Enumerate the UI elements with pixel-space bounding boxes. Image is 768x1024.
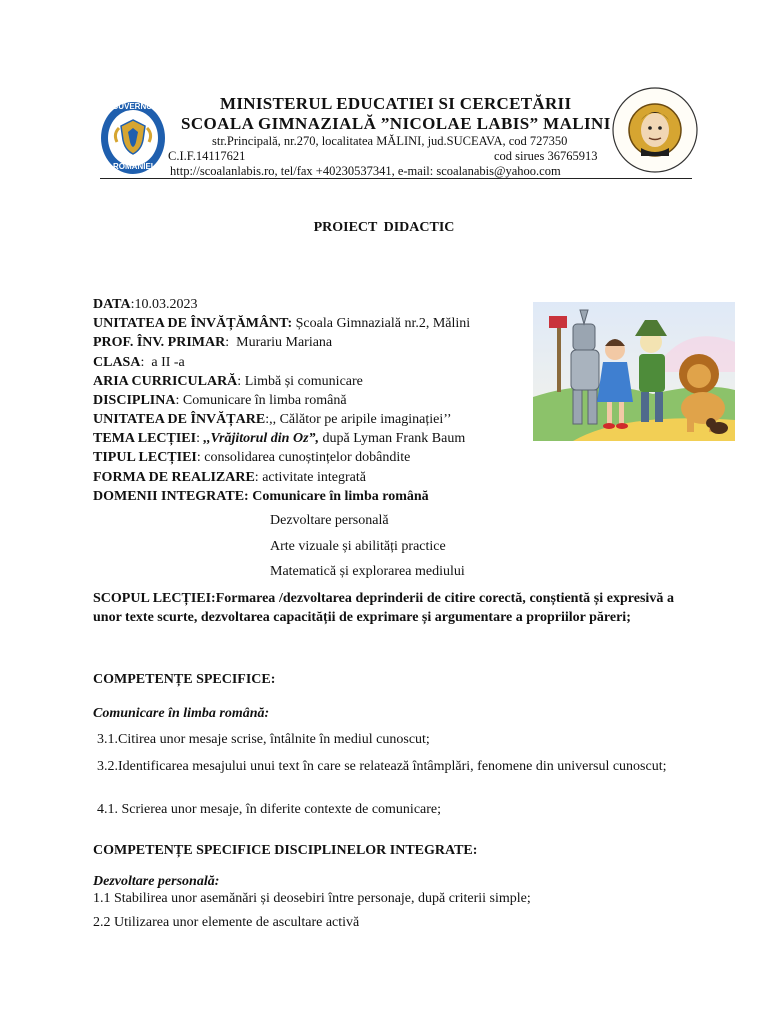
field-clasa: CLASA: a II -a <box>93 355 185 370</box>
domeniu-item: Dezvoltare personală <box>270 513 389 528</box>
competente-subheading: Comunicare în limba română: <box>93 706 270 721</box>
field-disciplina: DISCIPLINA: Comunicare în limba română <box>93 393 347 408</box>
field-unitatea-invatare: UNITATEA DE ÎNVĂȚARE:,, Călător pe aripile imaginației’’ <box>93 412 452 427</box>
field-unitatea-invatamant: UNITATEA DE ÎNVĂȚĂMÂNT: Școala Gimnazială nr.2, Mălini <box>93 316 471 331</box>
field-data: DATA:10.03.2023 <box>93 297 198 312</box>
field-profesor: PROF. ÎNV. PRIMAR: Murariu Mariana <box>93 335 333 350</box>
competenta-item: 3.2.Identificarea mesajului unui text în care se relatează întâmplări, fenomene din universul cunoscut; <box>97 759 667 774</box>
competente-heading: COMPETENȚE SPECIFICE: <box>93 672 276 687</box>
domeniu-item: Matematică și explorarea mediului <box>270 564 465 579</box>
header-divider <box>100 178 692 179</box>
domeniu-item: Arte vizuale și abilități practice <box>270 539 446 554</box>
competenta-item: 4.1. Scrierea unor mesaje, în diferite contexte de comunicare; <box>97 802 442 817</box>
dezvoltare-personala-heading: Dezvoltare personală: <box>93 874 220 889</box>
competenta-item: 3.1.Citirea unor mesaje scrise, întâlnite în mediul cunoscut; <box>97 732 430 747</box>
school-contact: http://scoalanlabis.ro, tel/fax +40230537341, e-mail: scoalanabis@yahoo.com <box>170 164 561 178</box>
field-domenii-integrate: DOMENII INTEGRATE: Comunicare în limba română <box>93 489 429 504</box>
competente-integrate-heading: COMPETENȚE SPECIFICE DISCIPLINELOR INTEGRATE: <box>93 843 478 858</box>
competenta-integrata-item: 1.1 Stabilirea unor asemănări și deosebiri între personaje, după criterii simple; <box>93 891 531 906</box>
school-address: str.Principală, nr.270, localitatea MĂLINI, jud.SUCEAVA, cod 727350 <box>212 134 568 148</box>
ministry-title: MINISTERUL EDUCATIEI SI CERCETĂRII <box>220 94 572 113</box>
school-name: SCOALA GIMNAZIALĂ ”NICOLAE LABIS” MALINI <box>181 114 611 133</box>
government-logo <box>99 100 167 176</box>
logo-text-bottom: ROMÂNIEI <box>113 162 153 171</box>
scopul-lectiei: SCOPUL LECȚIEI:Formarea /dezvoltarea deprinderii de citire corectă, conștientă și expresivă a unor texte scurte, dezvoltarea capacității de exprimare și argumentare a propriilor păreri; <box>93 591 674 625</box>
school-sirues: cod sirues 36765913 <box>494 149 598 163</box>
school-seal-logo <box>611 86 699 174</box>
wizard-of-oz-illustration <box>533 302 735 441</box>
field-aria-curriculara: ARIA CURRICULARĂ: Limbă și comunicare <box>93 374 363 389</box>
field-tipul-lectiei: TIPUL LECȚIEI: consolidarea cunoștințelor dobândite <box>93 450 411 465</box>
document-title: PROIECT DIDACTIC <box>313 220 455 235</box>
field-forma-realizare: FORMA DE REALIZARE: activitate integrată <box>93 470 366 485</box>
field-tema-lectiei: TEMA LECȚIEI: ,,Vrăjitorul din Oz”, după Lyman Frank Baum <box>93 431 466 446</box>
competenta-integrata-item: 2.2 Utilizarea unor elemente de ascultare activă <box>93 915 360 930</box>
school-cif: C.I.F.14117621 <box>168 149 246 163</box>
logo-text-top: GUVERNUL <box>112 102 157 111</box>
